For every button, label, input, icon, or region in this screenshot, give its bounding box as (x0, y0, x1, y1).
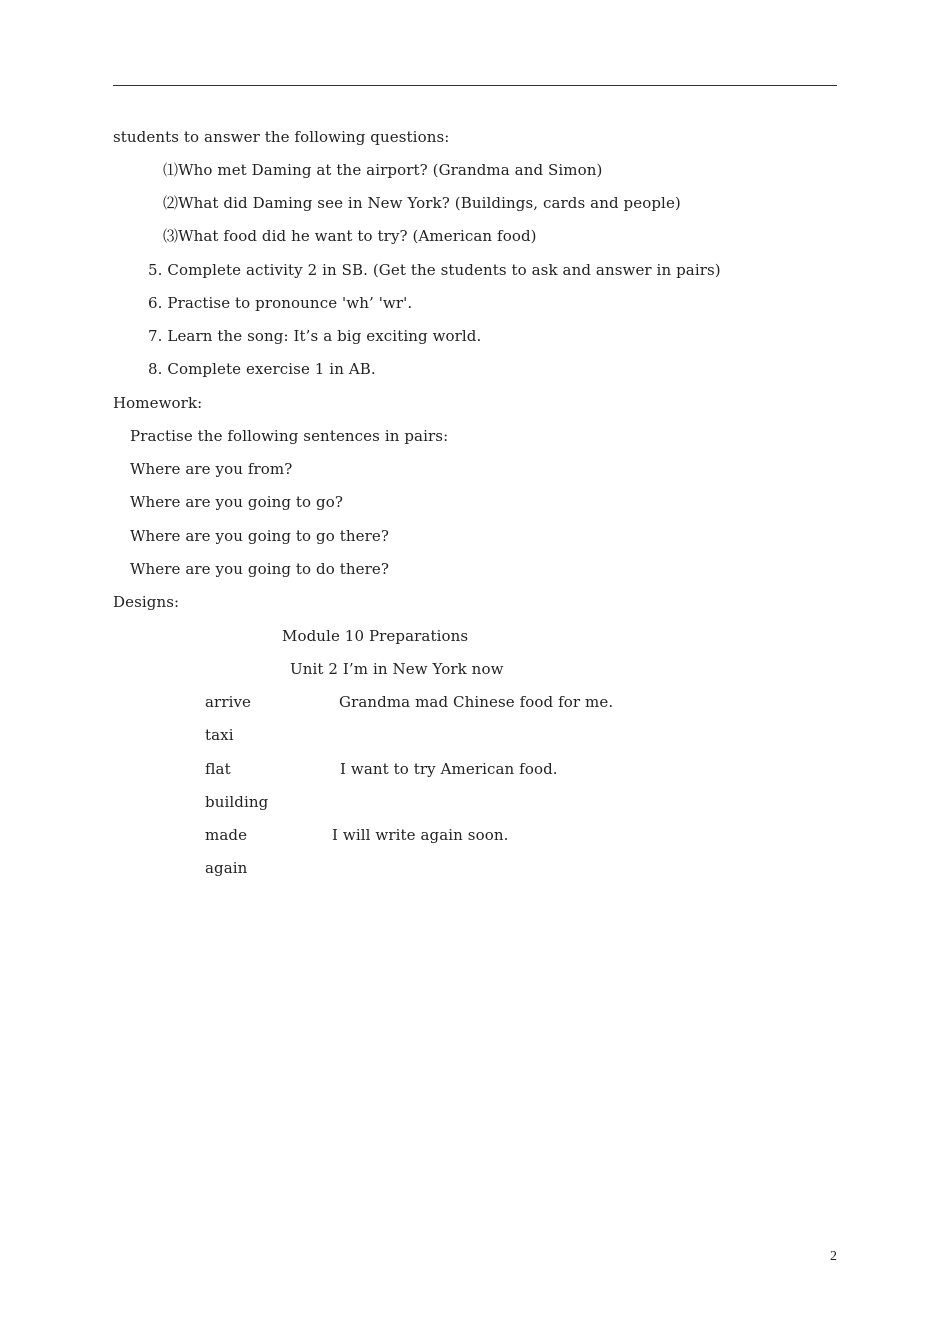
design-word: taxi (205, 726, 234, 744)
homework-line: Where are you going to go? (130, 493, 344, 511)
unit-title: Unit 2 I’m in New York now (290, 660, 504, 678)
step-7: 7. Learn the song: It’s a big exciting world. (148, 327, 482, 345)
design-word: flat (205, 760, 231, 778)
step-5: 5. Complete activity 2 in SB. (Get the students to ask and answer in pairs) (148, 261, 721, 279)
intro-line: students to answer the following questions: (113, 128, 450, 146)
design-word: building (205, 793, 269, 811)
question-3: ⑶What food did he want to try? (American food) (163, 227, 537, 245)
design-word: again (205, 859, 248, 877)
homework-heading: Homework: (113, 394, 203, 412)
header-rule (113, 85, 837, 86)
design-sentence: I want to try American food. (340, 760, 558, 778)
question-2: ⑵What did Daming see in New York? (Buildings, cards and people) (163, 194, 681, 212)
page-number: 2 (830, 1249, 837, 1264)
design-word: arrive (205, 693, 252, 711)
designs-heading: Designs: (113, 593, 180, 611)
step-6: 6. Practise to pronounce 'wh’ 'wr'. (148, 294, 413, 312)
step-8: 8. Complete exercise 1 in AB. (148, 360, 376, 378)
design-sentence: I will write again soon. (332, 826, 509, 844)
design-sentence: Grandma mad Chinese food for me. (339, 693, 614, 711)
homework-line: Practise the following sentences in pairs: (130, 427, 449, 445)
homework-line: Where are you going to go there? (130, 527, 390, 545)
question-1: ⑴Who met Daming at the airport? (Grandma and Simon) (163, 161, 603, 179)
homework-line: Where are you from? (130, 460, 293, 478)
design-word: made (205, 826, 248, 844)
module-title: Module 10 Preparations (282, 627, 469, 645)
homework-line: Where are you going to do there? (130, 560, 390, 578)
